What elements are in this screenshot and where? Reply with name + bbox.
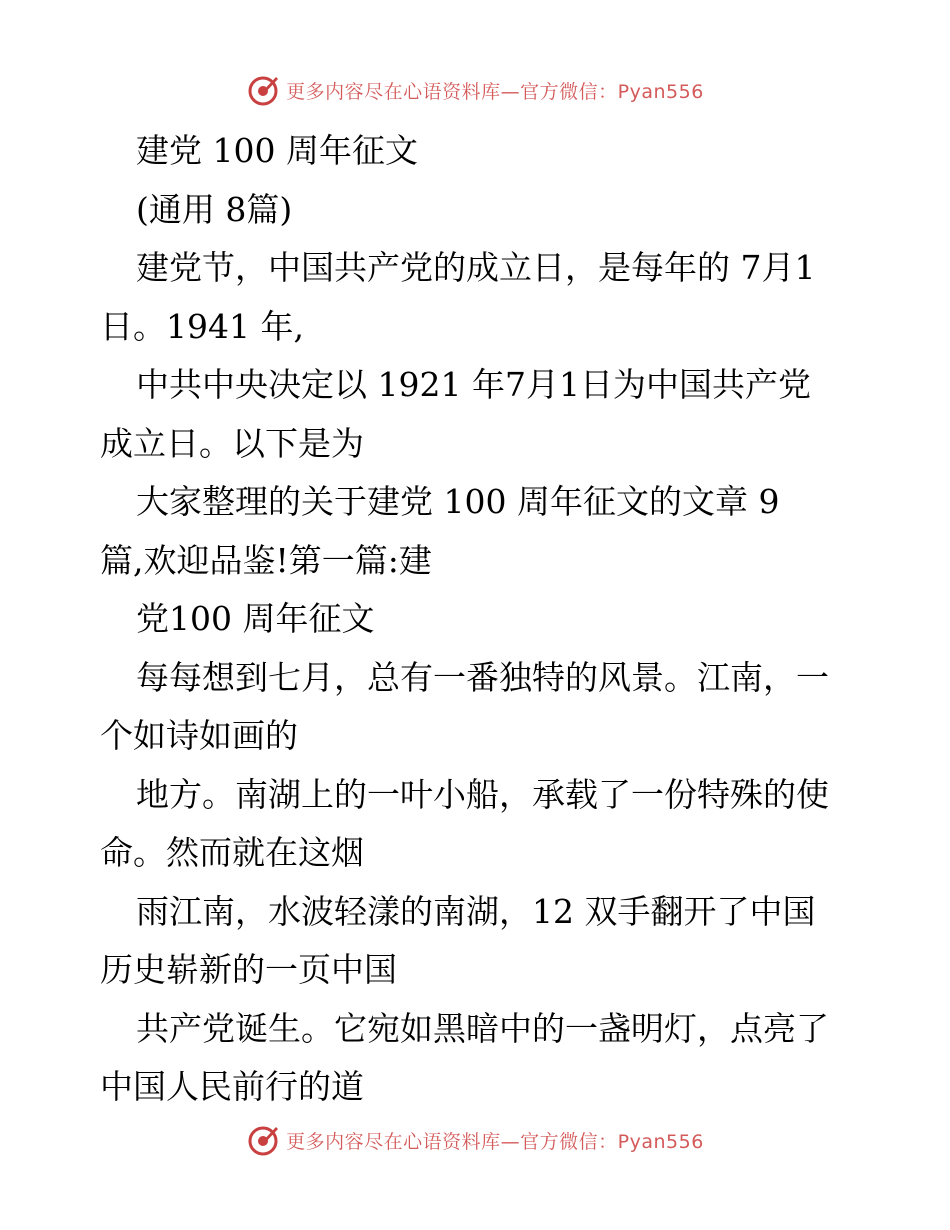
footer-banner bbox=[0, 1120, 950, 1160]
doc-title: 建党 100 周年征文 bbox=[136, 131, 418, 170]
paragraph-line: 中共中央决定以 1921 年7月1日为中国共产党 bbox=[136, 365, 811, 404]
paragraph-line: 地方。南湖上的一叶小船，承载了一份特殊的使 bbox=[136, 774, 829, 814]
paragraph-line: 大家整理的关于建党 100 周年征文的文章 9 bbox=[136, 482, 780, 521]
paragraph-line: 个如诗如画的 bbox=[100, 716, 298, 755]
header-text: 更多内容尽在心语资料库—官方微信：Pyan556 bbox=[286, 80, 704, 103]
paragraph-line: 成立日。以下是为 bbox=[100, 423, 364, 463]
paragraph-line: 雨江南，水波轻漾的南湖，12 双手翻开了中国 bbox=[136, 891, 816, 931]
header-banner bbox=[0, 70, 950, 110]
footer-text: 更多内容尽在心语资料库—官方微信：Pyan556 bbox=[286, 1130, 704, 1153]
paragraph-line: 篇,欢迎品鉴!第一篇:建 bbox=[100, 540, 432, 580]
document-body bbox=[100, 122, 860, 1117]
paragraph-line: 命。然而就在这烟 bbox=[100, 833, 364, 872]
paragraph-line: 党100 周年征文 bbox=[136, 599, 375, 638]
paragraph-line: 共产党诞生。它宛如黑暗中的一盏明灯，点亮了 bbox=[136, 1008, 829, 1048]
doc-subtitle: (通用 8篇) bbox=[136, 189, 293, 229]
paragraph-line: 建党节，中国共产党的成立日，是每年的 7月1 bbox=[136, 248, 816, 287]
paragraph-line: 历史崭新的一页中国 bbox=[100, 950, 397, 989]
paragraph-line: 日。1941 年, bbox=[100, 306, 304, 346]
paragraph-line: 中国人民前行的道 bbox=[100, 1067, 364, 1106]
quill-pen-icon bbox=[246, 1123, 280, 1157]
quill-pen-icon bbox=[246, 73, 280, 107]
paragraph-line: 每每想到七月，总有一番独特的风景。江南，一 bbox=[136, 657, 829, 697]
